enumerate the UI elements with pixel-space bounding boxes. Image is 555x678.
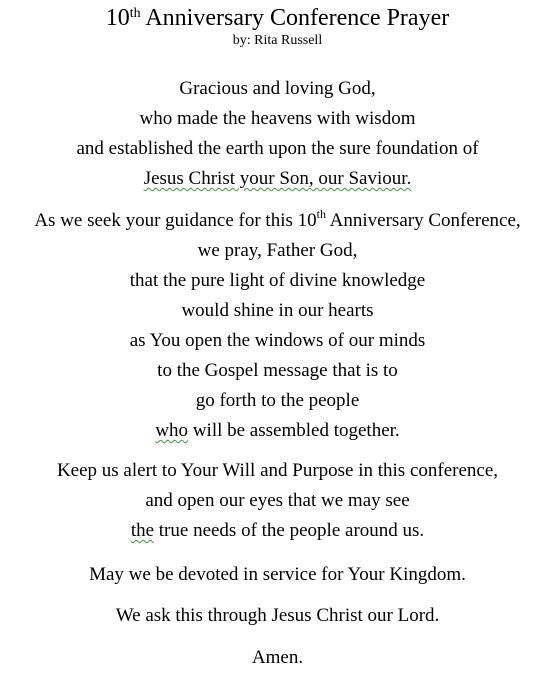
stanza-2-line-8-rest: will be assembled together. bbox=[188, 420, 400, 441]
stanza-1-line-3: and established the earth upon the sure foundation of bbox=[76, 138, 479, 159]
stanza-2-line-8-squiggled-word: who bbox=[155, 420, 189, 441]
stanza-1-line-2: who made the heavens with wisdom bbox=[139, 108, 416, 129]
stanza-2-line-1-rest: Anniversary Conference, bbox=[325, 210, 521, 231]
author-byline: by: Rita Russell bbox=[232, 33, 323, 48]
stanza-3-line-1: Keep us alert to Your Will and Purpose in this conference, bbox=[56, 460, 499, 481]
stanza-4-line-1: May we be devoted in service for Your Kingdom. bbox=[89, 564, 466, 585]
stanza-3 bbox=[0, 456, 555, 546]
stanza-1-line-4: Jesus Christ your Son, our Saviour. bbox=[143, 168, 412, 189]
stanza-6 bbox=[0, 643, 555, 673]
stanza-3-line-3-rest: true needs of the people around us. bbox=[154, 520, 425, 541]
stanza-5-line-1: We ask this through Jesus Christ our Lord. bbox=[115, 605, 440, 626]
stanza-4 bbox=[0, 560, 555, 590]
stanza-3-line-3-squiggled-word: the bbox=[130, 520, 155, 541]
title-superscript: th bbox=[129, 6, 141, 21]
stanza-2-line-1-superscript: th bbox=[316, 207, 326, 221]
stanza-5 bbox=[0, 601, 555, 631]
stanza-2-line-5: as You open the windows of our minds bbox=[129, 330, 426, 351]
stanza-2-line-4: would shine in our hearts bbox=[181, 300, 374, 321]
title-rest: Anniversary Conference Prayer bbox=[140, 5, 450, 31]
closing-amen: Amen. bbox=[251, 647, 304, 668]
title-prefix: 10 bbox=[105, 5, 130, 31]
stanza-2-line-8 bbox=[0, 416, 555, 446]
stanza-1-line-1: Gracious and loving God, bbox=[179, 78, 376, 99]
stanza-2-line-1-prefix: As we seek your guidance for this 10 bbox=[34, 210, 317, 231]
stanza-3-line-2: and open our eyes that we may see bbox=[145, 490, 410, 511]
stanza-2-line-1 bbox=[0, 206, 555, 236]
stanza-2 bbox=[0, 206, 555, 446]
stanza-2-line-3: that the pure light of divine knowledge bbox=[129, 270, 426, 291]
stanza-2-line-6: to the Gospel message that is to bbox=[157, 360, 398, 381]
stanza-2-line-7: go forth to the people bbox=[195, 390, 360, 411]
stanza-1 bbox=[0, 74, 555, 194]
document-title bbox=[0, 4, 555, 32]
stanza-3-line-3 bbox=[0, 516, 555, 546]
stanza-2-line-2: we pray, Father God, bbox=[197, 240, 358, 261]
